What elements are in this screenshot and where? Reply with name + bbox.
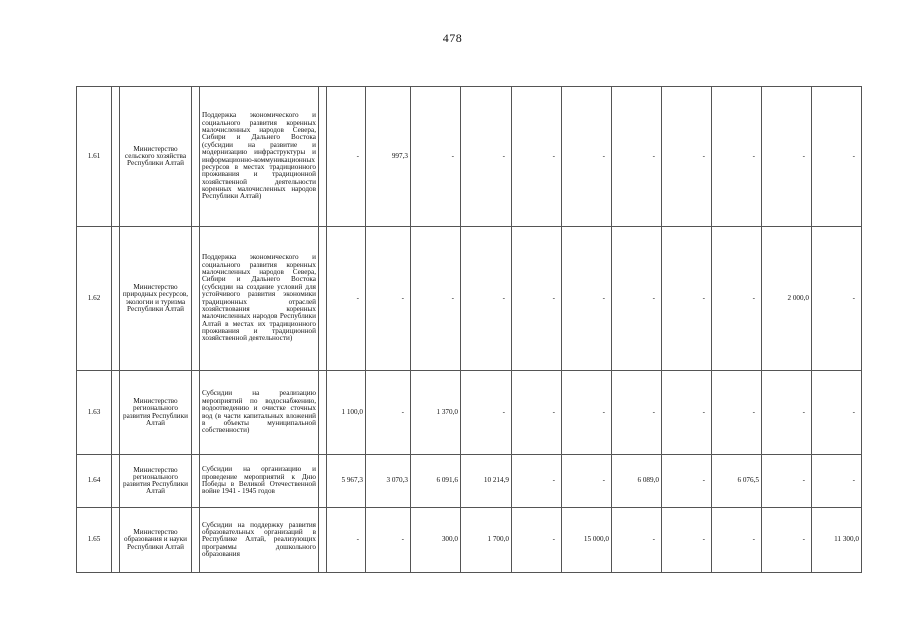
value-cell: - <box>812 455 862 508</box>
table-row <box>77 87 862 227</box>
organization: Министерство природных ресурсов, экологии и туризма Республики Алтай <box>120 227 192 371</box>
value-cell: - <box>662 227 712 371</box>
value-cell: - <box>327 87 366 227</box>
value-cell: 11 300,0 <box>812 508 862 573</box>
value-cell: - <box>812 371 862 455</box>
budget-table <box>76 86 862 573</box>
table-row <box>77 455 862 508</box>
description: Субсидии на реализацию мероприятий по водоснабжению, водоотведению и очистке сточных вод (в части капитальных вложений в объекты муниципальной собственности) <box>200 371 319 455</box>
value-cell: - <box>662 371 712 455</box>
description: Поддержка экономического и социального развития коренных малочисленных народов Севера, Сибири и Дальнего Востока (субсидии на создание условий для устойчивого развития экономики традиционных отраслей хозяйствования коренных малочисленных народов Республики Алтай в местах их традиционного проживания и традиционной хозяйственной деятельности) <box>200 227 319 371</box>
value-cell: - <box>712 371 762 455</box>
value-cell: - <box>461 87 512 227</box>
value-cell: 3 070,3 <box>366 455 411 508</box>
description: Поддержка экономического и социального развития коренных малочисленных народов Севера, Сибири и Дальнего Востока (субсидии на развитие и модернизацию инфраструктуры и информационно-коммуникационных ресурсов в местах традиционного проживания и традиционной хозяйственной деятельности коренных малочисленных народов Республики Алтай) <box>200 87 319 227</box>
value-cell: 997,3 <box>366 87 411 227</box>
value-cell: - <box>562 227 612 371</box>
value-cell: - <box>812 227 862 371</box>
value-cell: 15 000,0 <box>562 508 612 573</box>
row-number: 1.62 <box>77 227 112 371</box>
value-cell: 6 089,0 <box>612 455 662 508</box>
value-cell: 1 700,0 <box>461 508 512 573</box>
value-cell: - <box>762 87 812 227</box>
value-cell: - <box>612 371 662 455</box>
value-cell: - <box>562 455 612 508</box>
value-cell: - <box>662 87 712 227</box>
row-number: 1.61 <box>77 87 112 227</box>
description: Субсидии на организацию и проведение мероприятий к Дню Победы в Великой Отечественной войне 1941 - 1945 годов <box>200 455 319 508</box>
organization: Министерство образования и науки Республики Алтай <box>120 508 192 573</box>
value-cell: - <box>327 227 366 371</box>
value-cell: - <box>712 87 762 227</box>
value-cell: - <box>461 371 512 455</box>
row-number: 1.63 <box>77 371 112 455</box>
value-cell: 2 000,0 <box>762 227 812 371</box>
value-cell: 300,0 <box>411 508 461 573</box>
value-cell: 6 091,6 <box>411 455 461 508</box>
value-cell: - <box>461 227 512 371</box>
value-cell: - <box>327 508 366 573</box>
value-cell: - <box>712 227 762 371</box>
page-number: 478 <box>442 31 463 45</box>
value-cell: - <box>612 508 662 573</box>
value-cell: 1 370,0 <box>411 371 461 455</box>
value-cell: 5 967,3 <box>327 455 366 508</box>
value-cell: - <box>562 371 612 455</box>
value-cell: - <box>411 227 461 371</box>
row-number: 1.64 <box>77 455 112 508</box>
value-cell: - <box>762 371 812 455</box>
value-cell: - <box>512 227 562 371</box>
value-cell: - <box>366 227 411 371</box>
value-cell: - <box>612 87 662 227</box>
value-cell: 10 214,9 <box>461 455 512 508</box>
value-cell: - <box>712 508 762 573</box>
table-row <box>77 508 862 573</box>
organization: Министерство сельского хозяйства Республики Алтай <box>120 87 192 227</box>
value-cell: - <box>662 508 712 573</box>
value-cell: - <box>562 87 612 227</box>
value-cell: - <box>762 508 812 573</box>
table-row <box>77 371 862 455</box>
value-cell: - <box>662 455 712 508</box>
value-cell: - <box>612 227 662 371</box>
value-cell: 1 100,0 <box>327 371 366 455</box>
value-cell: - <box>512 371 562 455</box>
value-cell: - <box>411 87 461 227</box>
value-cell: - <box>512 455 562 508</box>
value-cell: 6 076,5 <box>712 455 762 508</box>
value-cell: - <box>366 508 411 573</box>
value-cell: - <box>512 87 562 227</box>
description: Субсидии на поддержку развития образовательных организаций в Республике Алтай, реализующих программы дошкольного образования <box>200 508 319 573</box>
row-number: 1.65 <box>77 508 112 573</box>
value-cell: - <box>512 508 562 573</box>
value-cell: - <box>812 87 862 227</box>
organization: Министерство регионального развития Республики Алтай <box>120 455 192 508</box>
organization: Министерство регионального развития Республики Алтай <box>120 371 192 455</box>
table-row <box>77 227 862 371</box>
value-cell: - <box>762 455 812 508</box>
value-cell: - <box>366 371 411 455</box>
